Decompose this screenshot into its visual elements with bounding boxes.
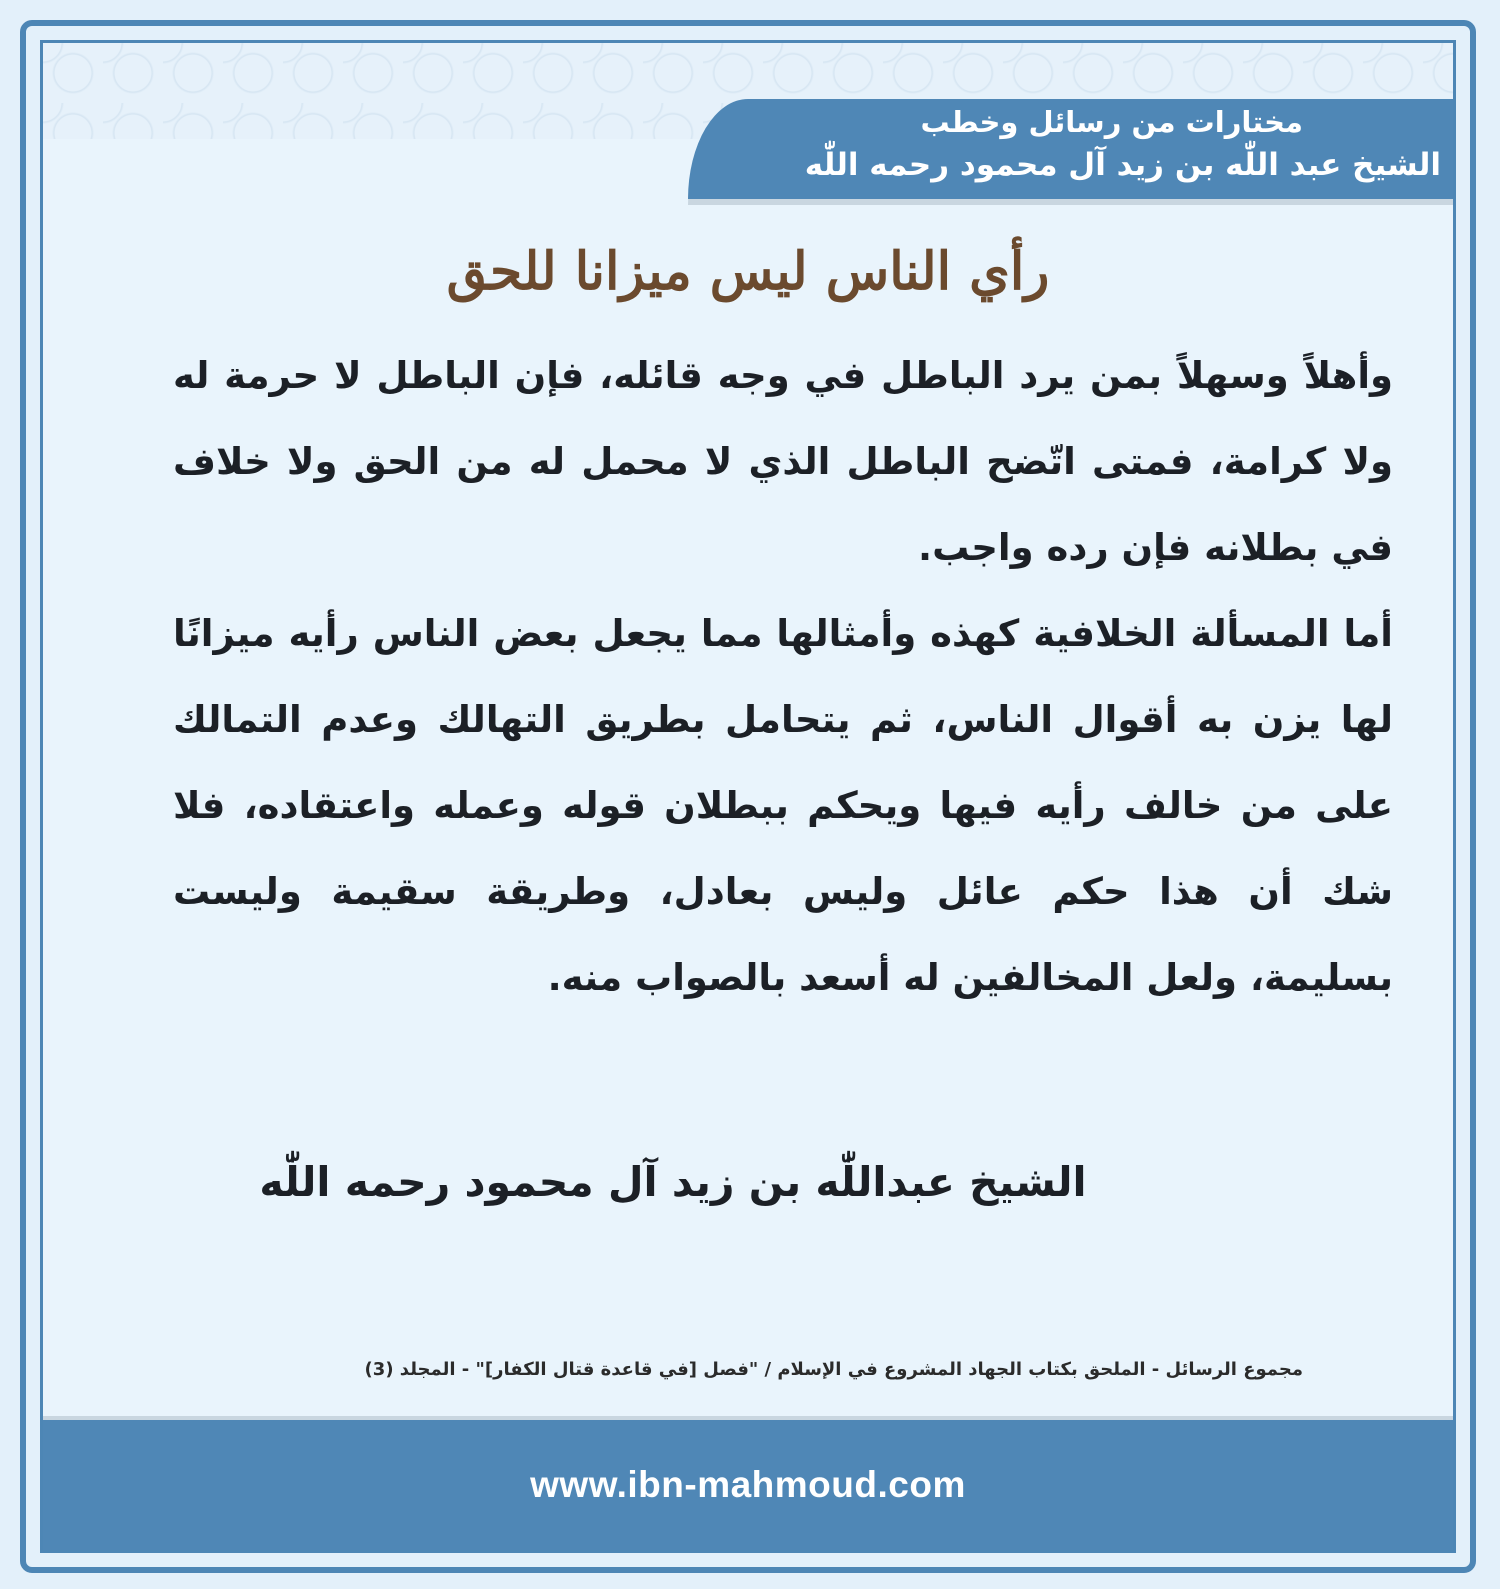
signature: الشيخ عبداللّٰه بن زيد آل محمود رحمه اللّٰه [259,1158,1087,1206]
series-title: مختارات من رسائل وخطب [920,105,1303,139]
footer-bar [43,1420,1453,1550]
outer-frame [20,20,1476,1573]
author-heading: الشيخ عبد اللّٰه بن زيد آل محمود رحمه اللّٰه [804,147,1441,183]
article-title: رأي الناس ليس ميزانا للحق [446,241,1050,302]
paragraph-1: وأهلاً وسهلاً بمن يرد الباطل في وجه قائله، فإن الباطل لا حرمة له ولا كرامة، فمتى اتّضح الباطل الذي لا محمل له من الحق ولا خلاف في بطلانه فإن رده واجب. [173,354,1393,569]
card [40,40,1456,1553]
source-citation: مجموع الرسائل - الملحق بكتاب الجهاد المشروع في الإسلام / "فصل [في قاعدة قتال الكفار]" - المجلد (3) [364,1359,1303,1380]
header-banner [688,99,1453,199]
website-link[interactable]: www.ibn-mahmoud.com [530,1464,966,1505]
paragraph-2: أما المسألة الخلافية كهذه وأمثالها مما يجعل بعض الناس رأيه ميزانًا لها يزن به أقوال الناس، ثم يتحامل بطريق التهالك وعدم التمالك على من خالف رأيه فيها ويحكم ببطلان قوله وعمله واعتقاده، فلا شك أن هذا حكم عائل وليس بعادل، وطريقة سقيمة وليست بسليمة، ولعل المخالفين له أسعد بالصواب منه. [173,612,1393,999]
